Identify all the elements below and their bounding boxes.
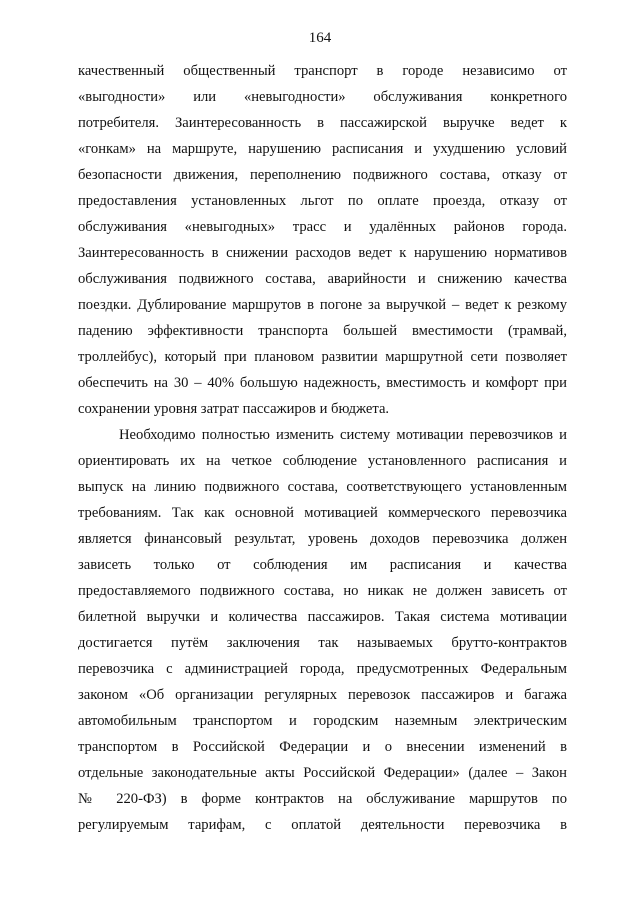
text-line: предоставляемого подвижного состава, но никак не должен зависеть от (78, 583, 567, 599)
text-line: поездки. Дублирование маршрутов в погоне за выручкой – ведет к резкому (78, 297, 567, 313)
text-line: ориентировать их на четкое соблюдение установленного расписания и (78, 453, 567, 469)
text-line: достигается путём заключения так называемых брутто-контрактов (78, 635, 567, 651)
text-line: Заинтересованность в снижении расходов ведет к нарушению нормативов (78, 245, 567, 261)
text-line: троллейбус), который при плановом развитии маршрутной сети позволяет (78, 349, 567, 365)
text-line: качественный общественный транспорт в городе независимо от (78, 63, 567, 79)
text-line: № 220-ФЗ) в форме контрактов на обслуживание маршрутов по (78, 791, 567, 807)
page-number: 164 (308, 30, 332, 46)
text-line: падению эффективности транспорта большей вместимости (трамвай, (78, 323, 567, 339)
text-line: выпуск на линию подвижного состава, соответствующего установленным (78, 479, 567, 495)
text-line: обслуживания подвижного состава, аварийности и снижению качества (78, 271, 567, 287)
text-line: обеспечить на 30 – 40% большую надежность, вместимость и комфорт при (78, 375, 567, 391)
text-line: потребителя. Заинтересованность в пассажирской выручке ведет к (78, 115, 567, 131)
text-line: зависеть только от соблюдения им расписания и качества (78, 557, 567, 573)
text-line: требованиям. Так как основной мотивацией коммерческого перевозчика (78, 505, 567, 521)
text-line: отдельные законодательные акты Российской Федерации» (далее – Закон (78, 765, 567, 781)
text-line: транспортом в Российской Федерации и о внесении изменений в (78, 739, 567, 755)
text-line: предоставления установленных льгот по оплате проезда, отказу от (78, 193, 567, 209)
paragraph-1 (78, 58, 567, 422)
text-line: автомобильным транспортом и городским наземным электрическим (78, 713, 567, 729)
text-line: законом «Об организации регулярных перевозок пассажиров и багажа (78, 687, 567, 703)
text-line: Необходимо полностью изменить систему мотивации перевозчиков и (119, 427, 567, 443)
document-body (78, 58, 567, 838)
text-line: перевозчика с администрацией города, предусмотренных Федеральным (78, 661, 567, 677)
text-line: обслуживания «невыгодных» трасс и удалённых районов города. (78, 219, 567, 235)
text-line: регулируемым тарифам, с оплатой деятельности перевозчика в (78, 817, 567, 833)
text-line: «выгодности» или «невыгодности» обслуживания конкретного (78, 89, 567, 105)
text-line: безопасности движения, переполнению подвижного состава, отказу от (78, 167, 567, 183)
text-line: сохранении уровня затрат пассажиров и бюджета. (78, 401, 390, 417)
paragraph-2 (78, 422, 567, 838)
text-line: билетной выручки и количества пассажиров. Такая система мотивации (78, 609, 567, 625)
text-line: является финансовый результат, уровень доходов перевозчика должен (78, 531, 567, 547)
text-line: «гонкам» на маршруте, нарушению расписания и ухудшению условий (78, 141, 567, 157)
